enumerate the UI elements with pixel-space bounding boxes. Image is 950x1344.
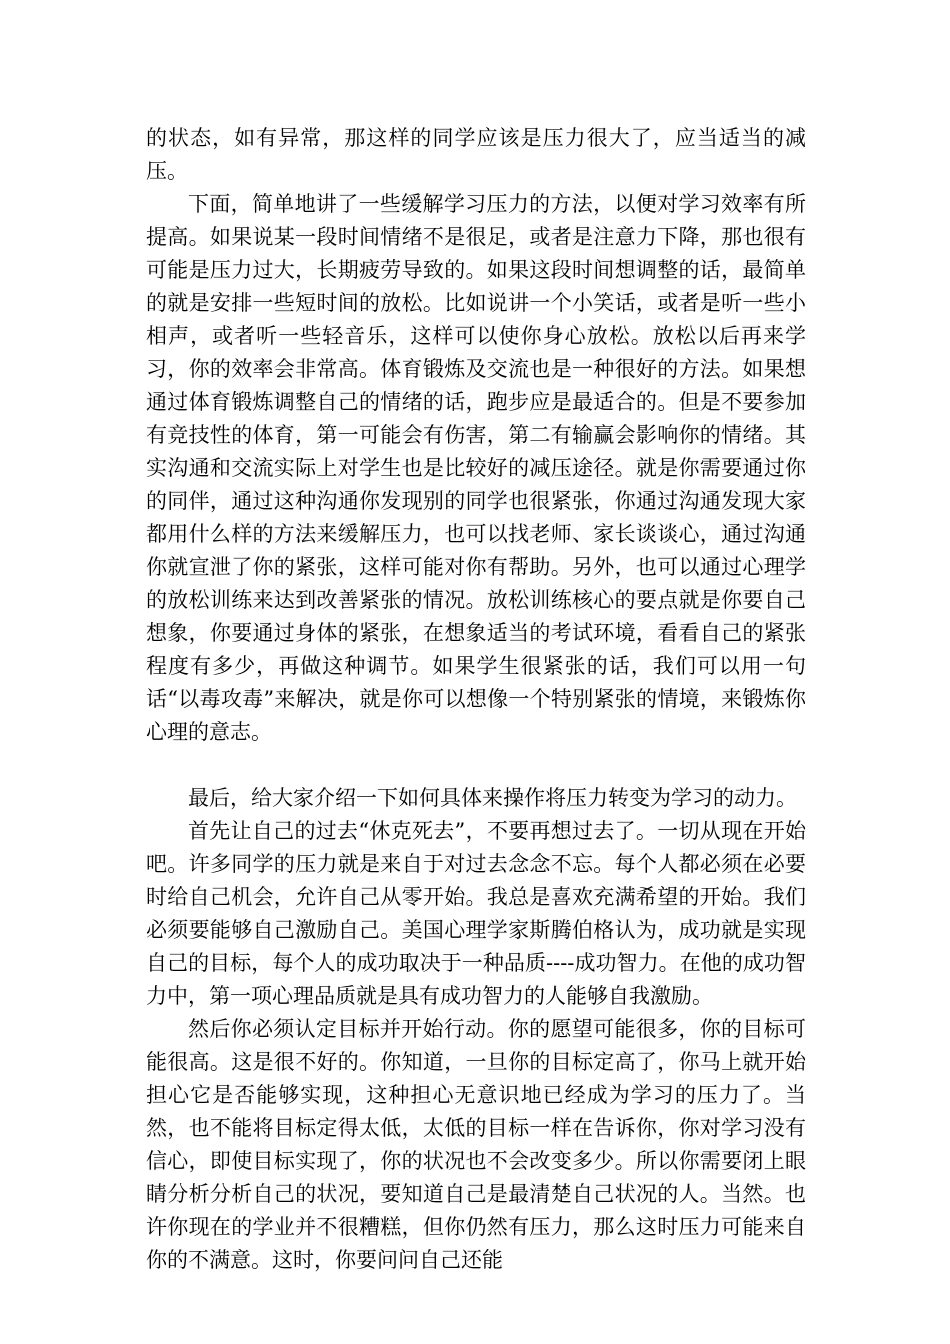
paragraph-4: 首先让自己的过去“休克死去”，不要再想过去了。一切从现在开始吧。许多同学的压力就是来自于对过去念念不忘。每个人都必须在必要时给自己机会，允许自己从零开始。我总是喜欢充满希望的开始。我们必须要能够自己激励自己。美国心理学家斯腾伯格认为，成功就是实现自己的目标，每个人的成功取决于一种品质----成功智力。在他的成功智力中，第一项心理品质就是具有成功智力的人能够自我激励。 xyxy=(146,819,806,1008)
paragraph-1: 的状态，如有异常，那这样的同学应该是压力很大了，应当适当的减压。 xyxy=(146,126,806,183)
paragraph-2: 下面，简单地讲了一些缓解学习压力的方法，以便对学习效率有所提高。如果说某一段时间情绪不是很足，或者是注意力下降，那也很有可能是压力过大，长期疲劳导致的。如果这段时间想调整的话，最简单的就是安排一些短时间的放松。比如说讲一个小笑话，或者是听一些小相声，或者听一些轻音乐，这样可以使你身心放松。放松以后再来学习，你的效率会非常高。体育锻炼及交流也是一种很好的方法。如果想通过体育锻炼调整自己的情绪的话，跑步应是最适合的。但是不要参加有竞技性的体育，第一可能会有伤害，第二有输赢会影响你的情绪。其实沟通和交流实际上对学生也是比较好的减压途径。就是你需要通过你的同伴，通过这种沟通你发现别的同学也很紧张，你通过沟通发现大家都用什么样的方法来缓解压力，也可以找老师、家长谈谈心，通过沟通你就宣泄了你的紧张，这样可能对你有帮助。另外，也可以通过心理学的放松训练来达到改善紧张的情况。放松训练核心的要点就是你要自己想象，你要通过身体的紧张，在想象适当的考试环境，看看自己的紧张程度有多少，再做这种调节。如果学生很紧张的话，我们可以用一句话“以毒攻毒”来解决，就是你可以想像一个特别紧张的情境，来锻炼你心理的意志。 xyxy=(146,192,806,744)
paragraph-spacer xyxy=(146,749,806,782)
document-body xyxy=(146,122,806,1277)
paragraph-5: 然后你必须认定目标并开始行动。你的愿望可能很多，你的目标可能很高。这是很不好的。你知道，一旦你的目标定高了，你马上就开始担心它是否能够实现，这种担心无意识地已经成为学习的压力了。当然，也不能将目标定得太低，太低的目标一样在告诉你，你对学习没有信心，即使目标实现了，你的状况也不会改变多少。所以你需要闭上眼睛分析分析自己的状况，要知道自己是最清楚自己状况的人。当然。也许你现在的学业并不很糟糕，但你仍然有压力，那么这时压力可能来自你的不满意。这时，你要问问自己还能 xyxy=(146,1017,806,1272)
paragraph-3: 最后，给大家介绍一下如何具体来操作将压力转变为学习的动力。 xyxy=(188,786,797,810)
